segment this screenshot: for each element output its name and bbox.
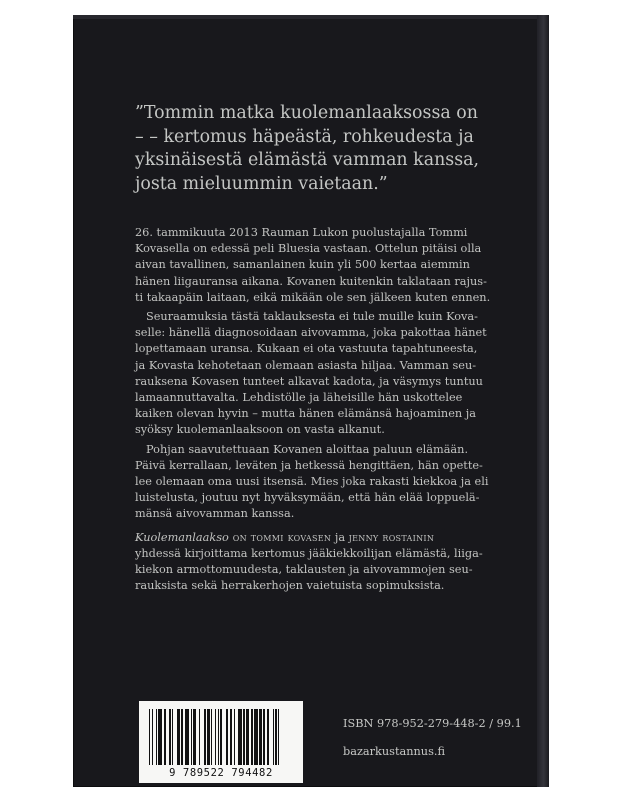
text-line: luistelusta, joutuu nyt hyväksymään, että hän elää loppuelä-: [135, 491, 480, 505]
text-line: rauksena Kovasen tunteet alkavat kadota, ja väsymys tuntuu: [135, 374, 483, 388]
text-fragment: ja: [331, 530, 349, 544]
blurb: [135, 225, 515, 594]
paragraph-1: [135, 225, 515, 306]
quote-line: yksinäisestä elämästä vamman kanssa,: [135, 150, 480, 170]
barcode-bars: [149, 709, 293, 765]
text-line: Kovasella on edessä peli Bluesia vastaan. Ottelun pitäisi olla: [135, 242, 482, 256]
text-line: 26. tammikuuta 2013 Rauman Lukon puolustajalla Tommi: [135, 226, 468, 239]
paragraph-2: [135, 309, 515, 439]
book-back-cover: [73, 15, 549, 787]
text-line: hänen liigauransa aikana. Kovanen kuitenkin taklataan rajus-: [135, 274, 487, 288]
text-line: mänsä aivovamman kanssa.: [135, 507, 295, 521]
text-line: ja Kovasta kehotetaan olemaan asiasta hiljaa. Vamman seu-: [135, 358, 477, 372]
text-line: rauksista sekä herrakerhojen vaietuista sopimuksista.: [135, 579, 445, 593]
author-name: jenny rostainin: [348, 530, 435, 544]
text-line: lee olemaan oma uusi itsensä. Mies joka rakasti kiekkoa ja eli: [135, 475, 489, 489]
text-line: Pohjan saavutettuaan Kovanen aloittaa paluun elämään.: [146, 442, 469, 456]
text-line: ti takaapäin laitaan, eikä mikään ole sen jälkeen kuten ennen.: [135, 290, 491, 304]
quote-line: ”Tommin matka kuolemanlaaksossa on: [135, 103, 478, 123]
publisher-website: bazarkustannus.fi: [343, 745, 445, 758]
paragraph-closing: [135, 530, 515, 595]
book-title: Kuolemanlaakso: [135, 530, 229, 544]
barcode-number: 9 789522 794482: [169, 767, 273, 779]
isbn: ISBN 978-952-279-448-2 / 99.1: [343, 717, 522, 730]
paragraph-3: [135, 442, 515, 523]
barcode: [139, 701, 303, 783]
text-line: lopettamaan uransa. Kukaan ei ota vastuuta tapahtuneesta,: [135, 342, 478, 356]
text-line: syöksy kuolemanlaaksoon on vasta alkanut.: [135, 423, 385, 437]
quote-line: – – kertomus häpeästä, rohkeudesta ja: [135, 126, 474, 147]
text-line: Päivä kerrallaan, leväten ja hetkessä hengittäen, hän opette-: [135, 458, 483, 472]
barcode-bar: [278, 709, 279, 765]
text-line: selle: hänellä diagnosoidaan aivovamma, joka pakottaa hänet: [135, 326, 487, 340]
text-line: aivan tavallinen, samanlainen kuin yli 500 kertaa aiemmin: [135, 258, 470, 272]
text-line: Seuraamuksia tästä taklauksesta ei tule muille kuin Kova-: [146, 310, 478, 324]
author-name: tommi kovasen: [250, 530, 332, 544]
text-line: lamaannuttavalta. Lehdistölle ja läheisille hän uskottelee: [135, 391, 463, 405]
cover-top-edge: [73, 15, 549, 19]
text-fragment: on: [228, 530, 251, 544]
closing-first-line: [135, 530, 515, 546]
text-line: yhdessä kirjoittama kertomus jääkiekkoilijan elämästä, liiga-: [135, 546, 483, 560]
text-line: kiekon armottomuudesta, taklausten ja aivovammojen seu-: [135, 563, 473, 577]
quote-line: josta mieluummin vaietaan.”: [135, 173, 388, 194]
spine-edge: [537, 15, 549, 787]
pull-quote: [135, 102, 505, 196]
text-line: kaiken olevan hyvin – mutta hänen elämänsä hajoaminen ja: [135, 407, 476, 421]
